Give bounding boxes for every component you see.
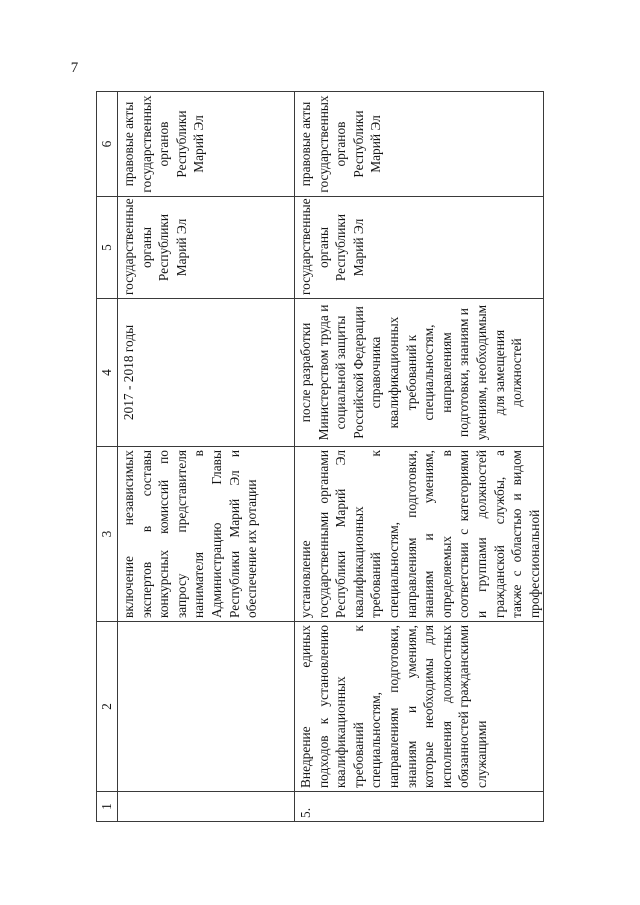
page-number: 7 bbox=[70, 59, 79, 76]
table-header-row bbox=[97, 92, 118, 822]
result-cell: правовые акты государственных органов Республики Марий Эл bbox=[118, 92, 295, 197]
executor-cell: государственные органы Республики Марий Эл bbox=[295, 197, 544, 299]
header-cell: 4 bbox=[97, 299, 118, 447]
executor-cell: государственные органы Республики Марий Эл bbox=[118, 197, 295, 299]
action-cell: включение независимых экспертов в составы конкурсных комиссий по запросу представителя нанимателя в Администрацию Главы Республики Марий Эл и обеспечение их ротации bbox=[118, 447, 295, 622]
header-cell: 5 bbox=[97, 197, 118, 299]
header-cell: 6 bbox=[97, 92, 118, 197]
row-number-cell bbox=[118, 792, 295, 822]
term-cell: после разработки Министерством труда и социальной защиты Российской Федерации справочника квалификационных требований к специальностям, направлениям подготовки, знаниям и умениям, необходимым для замещения должностей bbox=[295, 299, 544, 447]
table-row bbox=[295, 92, 544, 822]
action-cell: установление государственными органами Республики Марий Эл квалификационных требований к специальностям, направлениям подготовки, знаниям и умениям, определяемых в соответствии с категориями и группами должностей гражданской службы, а также с областью и видом профессиональной bbox=[295, 447, 544, 622]
header-cell: 3 bbox=[97, 447, 118, 622]
term-cell: 2017 - 2018 годы bbox=[118, 299, 295, 447]
result-cell: правовые акты государственных органов Республики Марий Эл bbox=[295, 92, 544, 197]
header-cell: 1 bbox=[97, 792, 118, 822]
table-row bbox=[118, 92, 295, 822]
measure-cell bbox=[118, 622, 295, 792]
header-cell: 2 bbox=[97, 622, 118, 792]
action-plan-table bbox=[96, 91, 544, 822]
row-number-cell: 5. bbox=[295, 792, 544, 822]
measure-cell: Внедрение единых подходов к установлению квалификационных требований к специальностям, направлениям подготовки, знаниям и умениям, которые необходимы для исполнения должностных обязанностей гражданскими служащими bbox=[295, 622, 544, 792]
